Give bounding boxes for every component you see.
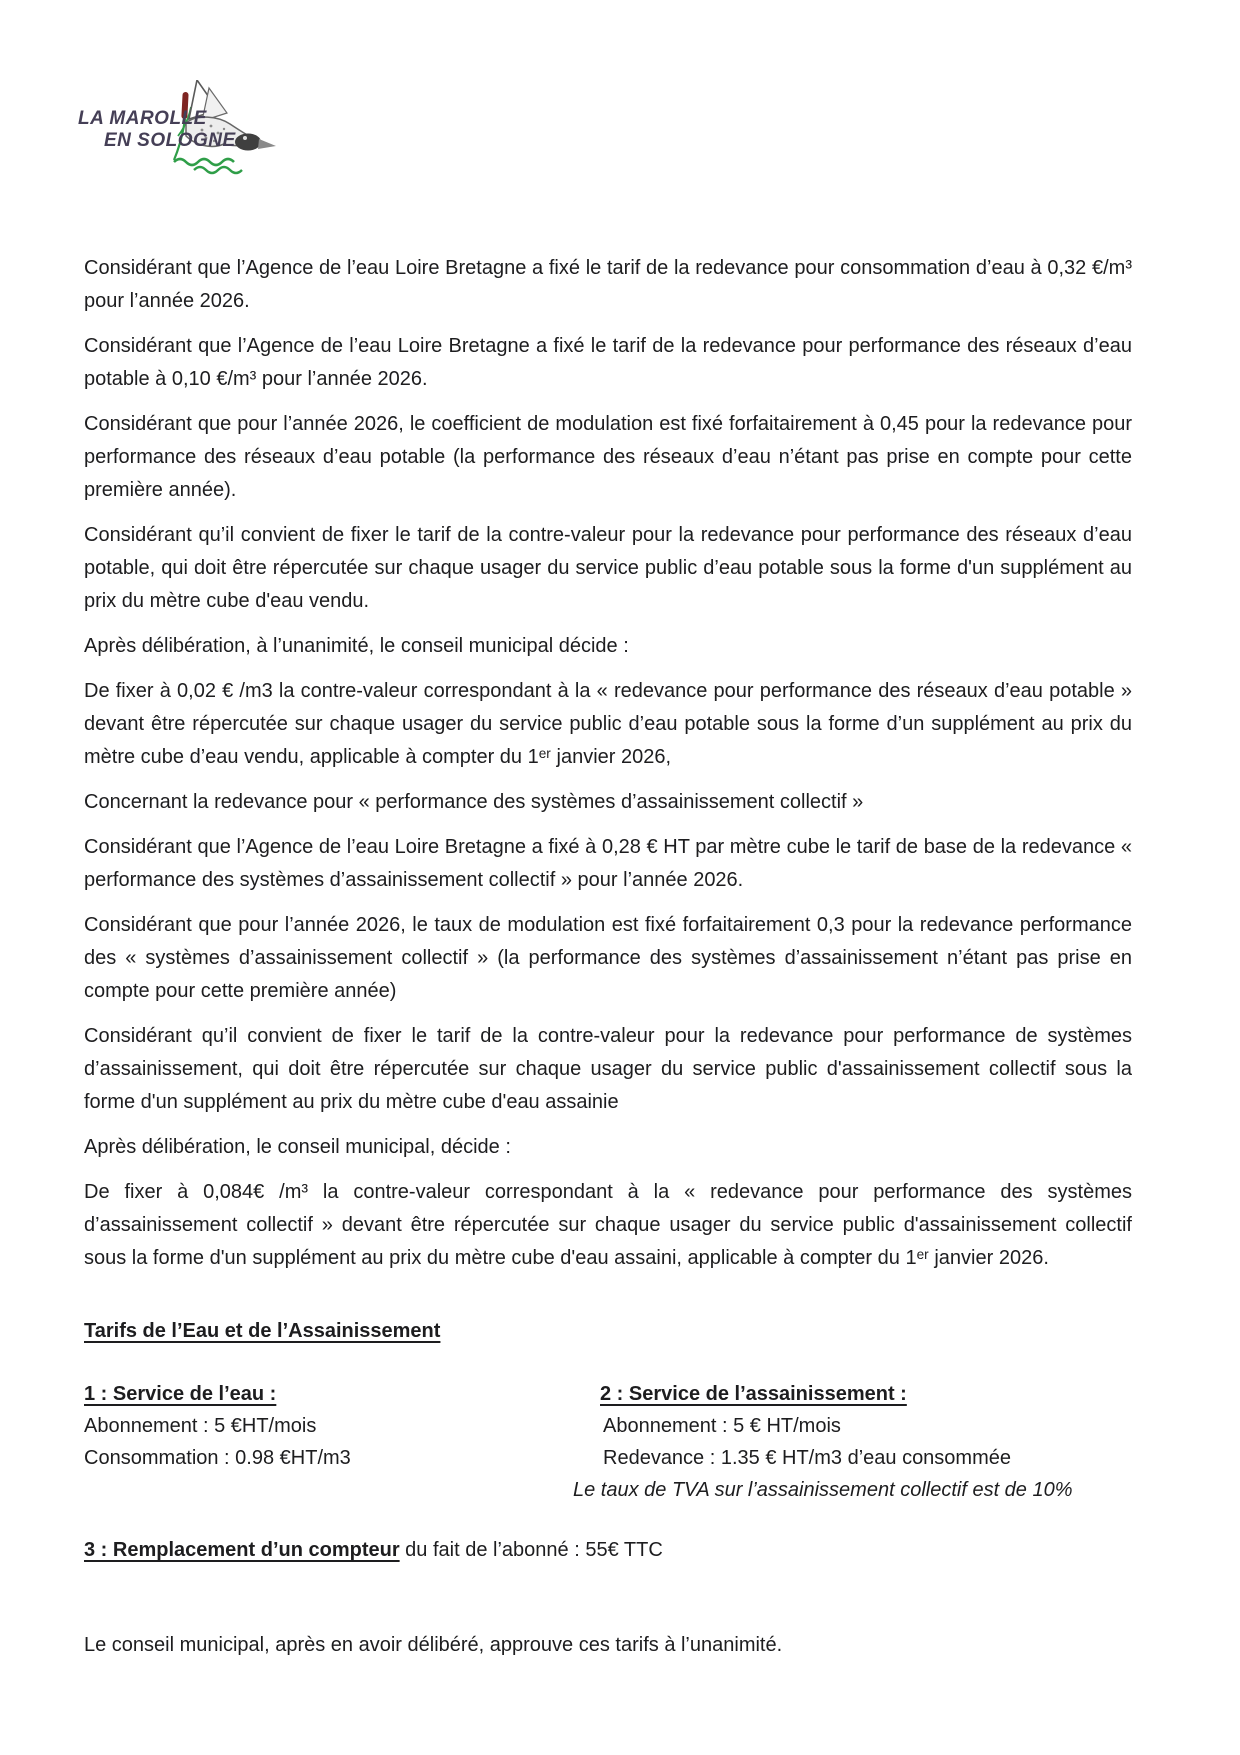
- sanitation-subscription-line: Abonnement : 5 € HT/mois: [603, 1415, 841, 1437]
- paragraph-consideration-3: Considérant que pour l’année 2026, le coefficient de modulation est fixé forfaitairement à 0,45 pour la redevance pour performance des réseaux d’eau potable (la performance des réseaux d’eau n’étant pas prise en compte pour cette première année).: [84, 413, 1132, 501]
- commune-logo: [78, 80, 288, 180]
- logo-text-line2: EN SOLOGNE: [104, 130, 236, 151]
- tariffs-heading: Tarifs de l’Eau et de l’Assainissement: [84, 1320, 441, 1342]
- paragraph-consideration-5: Considérant que l’Agence de l’eau Loire Bretagne a fixé à 0,28 € HT par mètre cube le tarif de base de la redevance « performance des systèmes d’assainissement collectif » pour l’année 2026.: [84, 836, 1132, 891]
- sanitation-service-title: 2 : Service de l’assainissement :: [600, 1383, 907, 1405]
- tariffs-columns: [84, 1378, 1132, 1501]
- deliberation-text: [84, 252, 1132, 1662]
- water-subscription-line: Abonnement : 5 €HT/mois: [84, 1415, 317, 1437]
- water-service-block: [84, 1378, 351, 1474]
- paragraph-deliberation-2: Après délibération, le conseil municipal, décide :: [84, 1136, 511, 1158]
- paragraph-consideration-4: Considérant qu’il convient de fixer le tarif de la contre-valeur pour la redevance pour performance des réseaux d’eau potable, qui doit être répercutée sur chaque usager du service public d’eau potable sous la forme d'un supplément au prix du mètre cube d'eau vendu.: [84, 524, 1132, 612]
- logo-text-line1: LA MAROLLE: [78, 108, 207, 129]
- paragraph-decision-2: De fixer à 0,084€ /m³ la contre-valeur correspondant à la « redevance pour performance des systèmes d’assainissement collectif » devant être répercutée sur chaque usager du service public d'assainissement collectif sous la forme d'un supplément au prix du mètre cube d'eau assaini, applicable à compter du 1ᵉʳ janvier 2026.: [84, 1181, 1132, 1269]
- paragraph-consideration-7: Considérant qu’il convient de fixer le tarif de la contre-valeur pour la redevance pour performance de systèmes d’assainissement, qui doit être répercutée sur chaque usager du service public d'assainissement collectif sous la forme d'un supplément au prix du mètre cube d'eau assainie: [84, 1025, 1132, 1113]
- paragraph-concernant: Concernant la redevance pour « performance des systèmes d’assainissement collectif »: [84, 791, 864, 813]
- water-service-title: 1 : Service de l’eau :: [84, 1383, 277, 1405]
- paragraph-consideration-2: Considérant que l’Agence de l’eau Loire Bretagne a fixé le tarif de la redevance pour performance des réseaux d’eau potable à 0,10 €/m³ pour l’année 2026.: [84, 335, 1132, 390]
- paragraph-consideration-1: Considérant que l’Agence de l’eau Loire Bretagne a fixé le tarif de la redevance pour consommation d’eau à 0,32 €/m³ pour l’année 2026.: [84, 257, 1132, 312]
- water-consumption-line: Consommation : 0.98 €HT/m3: [84, 1447, 351, 1469]
- meter-replacement-line: [84, 1534, 1132, 1567]
- tva-note: Le taux de TVA sur l’assainissement collectif est de 10%: [573, 1479, 1073, 1501]
- meter-replacement-rest: du fait de l’abonné : 55€ TTC: [399, 1539, 663, 1561]
- meter-replacement-title: 3 : Remplacement d’un compteur: [84, 1539, 400, 1561]
- paragraph-deliberation-1: Après délibération, à l’unanimité, le conseil municipal décide :: [84, 635, 629, 657]
- sanitation-service-block: [573, 1378, 1073, 1506]
- paragraph-decision-1: De fixer à 0,02 € /m3 la contre-valeur correspondant à la « redevance pour performance des réseaux d’eau potable » devant être répercutée sur chaque usager du service public d’eau potable sous la forme d’un supplément au prix du mètre cube d’eau vendu, applicable à compter du 1ᵉʳ janvier 2026,: [84, 680, 1132, 768]
- closing-statement: Le conseil municipal, après en avoir délibéré, approuve ces tarifs à l’unanimité.: [84, 1634, 783, 1656]
- paragraph-consideration-6: Considérant que pour l’année 2026, le taux de modulation est fixé forfaitairement 0,3 pour la redevance performance des « systèmes d’assainissement collectif » (la performance des systèmes d’assainissement n’étant pas prise en compte pour cette première année): [84, 914, 1132, 1002]
- sanitation-fee-line: Redevance : 1.35 € HT/m3 d’eau consommée: [603, 1447, 1011, 1469]
